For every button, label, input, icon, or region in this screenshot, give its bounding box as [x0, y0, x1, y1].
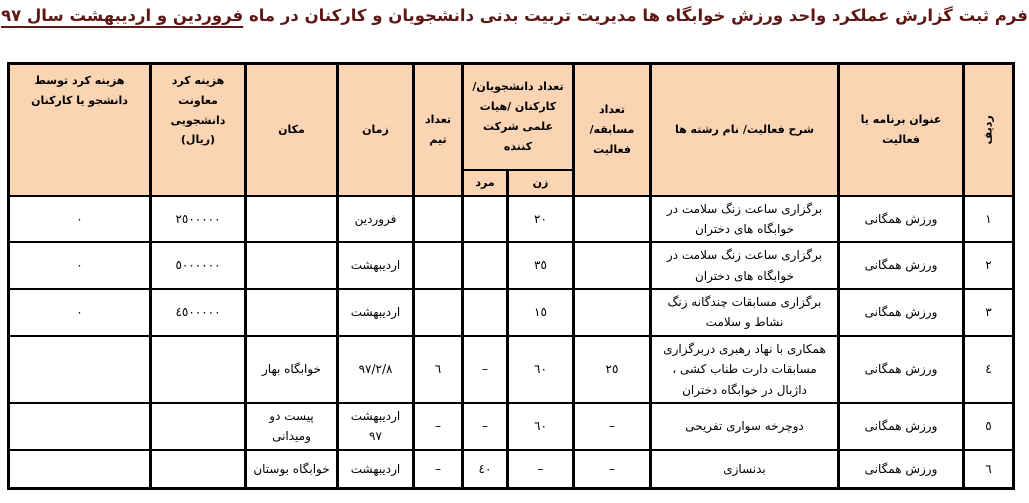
cell-activity-desc: همکاری با نهاد رهبری دربرگزاری مسابقات دارت طناب کشی ، داژبال در خوابگاه دختران: [651, 336, 839, 403]
cell-time: ٩٧/٢/٨: [338, 336, 414, 403]
cell-student-expense: [9, 336, 151, 403]
cell-deputy-expense: ٢٥٠٠٠٠٠: [151, 196, 246, 243]
cell-women-count: ٣٥: [508, 242, 574, 289]
table-row: [9, 403, 1014, 450]
cell-row-no: ٤: [964, 336, 1014, 403]
cell-location: [246, 242, 338, 289]
cell-activity-desc: برگزاری ساعت زنگ سلامت در خوابگاه های دختران: [651, 196, 839, 243]
cell-team-count: ٦: [414, 336, 463, 403]
page-title-main: فرم ثبت گزارش عملکرد واحد ورزش خوابگاه ها مدیریت تربیت بدنی دانشجویان و کارکنان در ماه: [248, 6, 1028, 25]
cell-men-count: –: [463, 336, 508, 403]
cell-team-count: [414, 196, 463, 243]
cell-program-title: ورزش همگانی: [839, 289, 964, 336]
cell-competition-count: [574, 242, 651, 289]
table-row: [9, 336, 1014, 403]
cell-deputy-expense: [151, 403, 246, 450]
cell-location: خوابگاه بهار: [246, 336, 338, 403]
cell-time: اردیبهشت: [338, 450, 414, 489]
cell-women-count: –: [508, 450, 574, 489]
table-body: [9, 196, 1014, 489]
cell-men-count: [463, 196, 508, 243]
report-table: [7, 62, 1015, 490]
header-student-expense: هزینه کرد توسط دانشجو یا کارکنان: [9, 64, 151, 196]
cell-competition-count: –: [574, 403, 651, 450]
cell-deputy-expense: ٤٥٠٠٠٠٠: [151, 289, 246, 336]
cell-student-expense: [9, 450, 151, 489]
cell-activity-desc: برگزاری مسابقات چندگانه زنگ نشاط و سلامت: [651, 289, 839, 336]
cell-men-count: [463, 242, 508, 289]
header-row-no-label: ردیف: [981, 115, 995, 145]
cell-time: اردیبهشت: [338, 242, 414, 289]
cell-program-title: ورزش همگانی: [839, 336, 964, 403]
cell-time: اردیبهشت ٩٧: [338, 403, 414, 450]
cell-student-expense: ٠: [9, 242, 151, 289]
cell-program-title: ورزش همگانی: [839, 450, 964, 489]
header-location: مکان: [246, 64, 338, 196]
header-men: مرد: [463, 170, 508, 196]
cell-location: پیست دو ومیدانی: [246, 403, 338, 450]
cell-student-expense: [9, 403, 151, 450]
cell-row-no: ٣: [964, 289, 1014, 336]
header-deputy-expense: هزینه کرد معاونت دانشجویی (ریال): [151, 64, 246, 196]
cell-student-expense: ٠: [9, 289, 151, 336]
header-time: زمان: [338, 64, 414, 196]
cell-women-count: ١٥: [508, 289, 574, 336]
cell-program-title: ورزش همگانی: [839, 196, 964, 243]
cell-women-count: ٢٠: [508, 196, 574, 243]
cell-men-count: ٤٠: [463, 450, 508, 489]
cell-deputy-expense: ٥٠٠٠٠٠٠: [151, 242, 246, 289]
cell-activity-desc: بدنسازی: [651, 450, 839, 489]
page-title: [0, 6, 1029, 25]
cell-row-no: ٢: [964, 242, 1014, 289]
header-women: زن: [508, 170, 574, 196]
cell-men-count: –: [463, 403, 508, 450]
header-competition-count: تعداد مسابقه/ فعالیت: [574, 64, 651, 196]
table-row: [9, 196, 1014, 243]
cell-location: [246, 289, 338, 336]
header-row-main: [9, 64, 1014, 170]
cell-program-title: ورزش همگانی: [839, 242, 964, 289]
cell-team-count: [414, 289, 463, 336]
header-team-count: تعداد تیم: [414, 64, 463, 196]
table-header: [9, 64, 1014, 196]
cell-row-no: ١: [964, 196, 1014, 243]
cell-row-no: ٦: [964, 450, 1014, 489]
table-row: [9, 450, 1014, 489]
cell-team-count: –: [414, 450, 463, 489]
cell-time: فروردین: [338, 196, 414, 243]
cell-men-count: [463, 289, 508, 336]
cell-competition-count: [574, 289, 651, 336]
table-row: [9, 289, 1014, 336]
cell-time: اردیبهشت: [338, 289, 414, 336]
cell-location: [246, 196, 338, 243]
header-row-no: [964, 64, 1014, 196]
cell-women-count: ٦٠: [508, 336, 574, 403]
header-activity-desc: شرح فعالیت/ نام رشته ها: [651, 64, 839, 196]
cell-deputy-expense: [151, 450, 246, 489]
header-participants-group: تعداد دانشجویان/ کارکنان /هیات علمی شرکت کننده: [463, 64, 574, 170]
cell-location: خوابگاه بوستان: [246, 450, 338, 489]
cell-deputy-expense: [151, 336, 246, 403]
cell-student-expense: ٠: [9, 196, 151, 243]
cell-team-count: –: [414, 403, 463, 450]
cell-team-count: [414, 242, 463, 289]
cell-competition-count: –: [574, 450, 651, 489]
cell-competition-count: ٢٥: [574, 336, 651, 403]
cell-row-no: ٥: [964, 403, 1014, 450]
cell-activity-desc: دوچرخه سواری تفریحی: [651, 403, 839, 450]
page-title-period-underlined: فروردین و اردیبهشت سال ٩٧: [1, 6, 244, 25]
table-row: [9, 242, 1014, 289]
cell-program-title: ورزش همگانی: [839, 403, 964, 450]
cell-activity-desc: برگزاری ساعت زنگ سلامت در خوابگاه های دختران: [651, 242, 839, 289]
header-program-title: عنوان برنامه یا فعالیت: [839, 64, 964, 196]
cell-women-count: ٦٠: [508, 403, 574, 450]
cell-competition-count: [574, 196, 651, 243]
